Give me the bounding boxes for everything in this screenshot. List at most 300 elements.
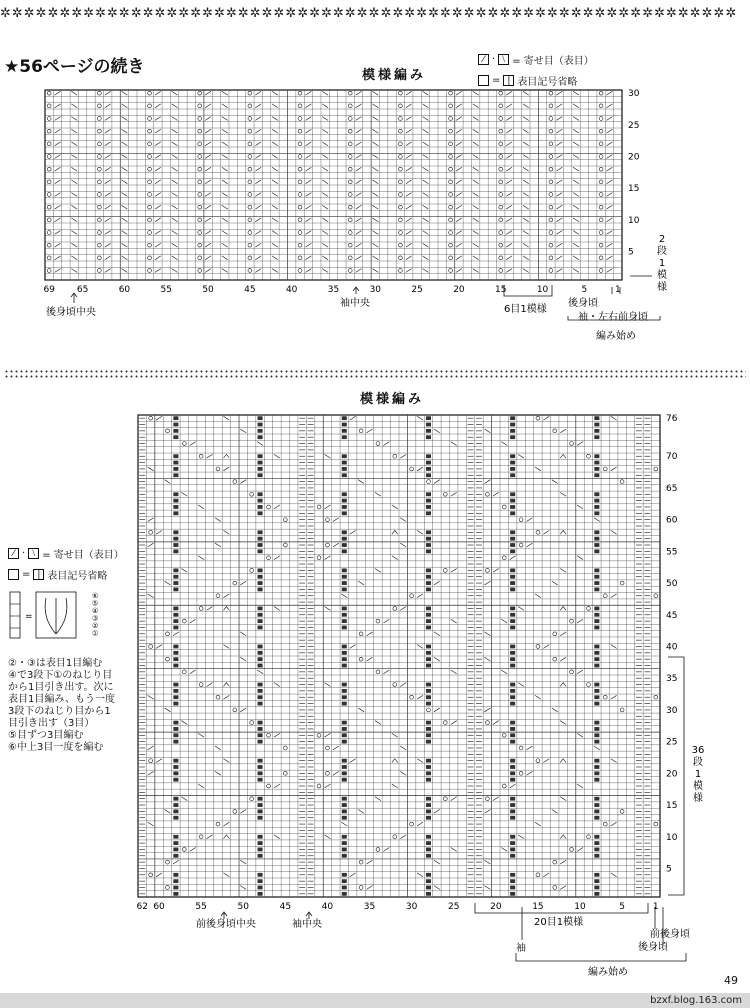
k2tog-mark <box>305 180 311 184</box>
k2tog-mark <box>55 193 61 197</box>
yarn-over-mark <box>486 492 490 496</box>
yarn-over-mark <box>519 746 523 750</box>
bobble-mark <box>510 797 515 801</box>
k2tog-mark <box>543 530 549 534</box>
yarn-over-mark <box>148 129 152 133</box>
yarn-over-mark <box>198 117 202 121</box>
k2tog-mark <box>406 256 412 260</box>
ssk-mark <box>573 231 579 235</box>
k2tog-mark <box>255 104 261 108</box>
chart2-start-label: 編み始め <box>588 967 628 978</box>
bobble-mark <box>173 797 178 801</box>
ssk-mark <box>240 429 246 433</box>
bobble-mark <box>342 581 347 585</box>
bobble-mark <box>173 651 178 655</box>
k2tog-mark <box>148 746 154 750</box>
k2tog-mark <box>305 167 311 171</box>
cdd-mark <box>560 683 566 687</box>
c1-y-tick-label: 20 <box>628 152 640 163</box>
yarn-over-mark <box>97 167 101 171</box>
ssk-mark <box>222 269 228 273</box>
bobble-mark <box>173 689 178 693</box>
ssk-mark <box>222 180 228 184</box>
yarn-over-mark <box>149 645 153 649</box>
k2tog-mark <box>367 657 373 661</box>
bobble-mark <box>258 461 263 465</box>
k2tog-mark <box>607 129 613 133</box>
yarn-over-mark <box>248 91 252 95</box>
k2tog-mark <box>255 155 261 159</box>
c2-y-tick-label: 30 <box>666 705 678 716</box>
bobble-mark <box>426 454 431 458</box>
yarn-over-mark <box>233 708 237 712</box>
k2tog-mark <box>205 218 211 222</box>
c2-y-tick-label: 55 <box>666 547 678 558</box>
chart1-legend-omit-text: 表目記号省略 <box>517 77 578 88</box>
k2tog-mark <box>560 429 566 433</box>
bobble-mark <box>258 530 263 534</box>
yarn-over-mark <box>250 797 254 801</box>
k2tog-mark <box>55 243 61 247</box>
c1-row-repeat-char: 1 <box>658 258 666 269</box>
yarn-over-mark <box>449 129 453 133</box>
bobble-mark <box>426 886 431 890</box>
detail-step-label: ② <box>92 622 99 630</box>
k2tog-mark <box>560 886 566 890</box>
bobble-mark <box>342 803 347 807</box>
chart1-stitch-marks <box>47 91 612 272</box>
c1-x-tick-label: 69 <box>43 285 55 295</box>
ssk-mark <box>148 822 154 826</box>
k2tog-mark <box>155 91 161 95</box>
ssk-mark <box>573 142 579 146</box>
bobble-mark <box>173 435 178 439</box>
bobble-mark <box>342 689 347 693</box>
bobble-mark <box>594 543 599 547</box>
ssk-mark <box>272 218 278 222</box>
bobble-mark <box>594 740 599 744</box>
k2tog-mark <box>456 269 462 273</box>
ssk-mark <box>272 256 278 260</box>
ssk-mark <box>473 205 479 209</box>
k2tog-mark <box>493 797 499 801</box>
yarn-over-mark <box>149 759 153 763</box>
yarn-over-mark <box>443 721 447 725</box>
yarn-over-mark <box>298 205 302 209</box>
yarn-over-mark <box>398 180 402 184</box>
ssk-mark <box>392 784 398 788</box>
k2tog-mark <box>456 256 462 260</box>
bobble-mark <box>426 575 431 579</box>
bobble-mark <box>258 473 263 477</box>
k2tog-mark <box>484 809 490 813</box>
ssk-mark <box>523 167 529 171</box>
ssk-mark <box>375 568 381 572</box>
detail-step-label: ① <box>92 629 99 638</box>
bobble-mark <box>342 657 347 661</box>
yarn-over-mark <box>620 708 624 712</box>
ssk-mark <box>324 454 330 458</box>
bobble-mark <box>173 530 178 534</box>
bobble-mark <box>594 695 599 699</box>
yarn-over-mark <box>248 193 252 197</box>
bobble-mark <box>173 645 178 649</box>
bobble-mark <box>426 492 431 496</box>
bobble-mark <box>594 537 599 541</box>
bobble-mark <box>510 721 515 725</box>
bobble-mark <box>594 771 599 775</box>
bobble-mark <box>426 619 431 623</box>
yarn-over-mark <box>449 256 453 260</box>
ssk-mark <box>392 556 398 560</box>
bobble-mark <box>342 765 347 769</box>
yarn-over-mark <box>47 91 51 95</box>
ssk-mark <box>222 193 228 197</box>
k2tog-mark <box>333 543 339 547</box>
ssk-mark <box>372 243 378 247</box>
yarn-over-mark <box>348 155 352 159</box>
k2tog-mark <box>205 256 211 260</box>
bobble-mark <box>342 892 347 896</box>
bobble-mark <box>426 892 431 896</box>
k2tog-mark <box>356 269 362 273</box>
bobble-mark <box>510 651 515 655</box>
k2tog-mark <box>506 205 512 209</box>
yarn-over-mark <box>499 256 503 260</box>
ssk-mark <box>240 860 246 864</box>
bobble-mark <box>426 416 431 420</box>
yarn-over-mark <box>348 142 352 146</box>
bobble-mark <box>258 416 263 420</box>
ssk-mark <box>611 416 617 420</box>
c1-row-repeat-char: 2 <box>658 234 666 245</box>
ssk-mark <box>484 886 490 890</box>
bobble-mark <box>258 454 263 458</box>
bobble-mark <box>258 740 263 744</box>
yarn-over-mark <box>376 442 380 446</box>
bobble-mark <box>510 664 515 668</box>
k2tog-mark <box>105 218 111 222</box>
k2tog-mark <box>451 492 457 496</box>
k2tog-mark <box>400 607 406 611</box>
k2tog-mark <box>456 193 462 197</box>
ssk-mark <box>148 594 154 598</box>
yarn-over-mark <box>536 530 540 534</box>
bobble-mark <box>594 702 599 706</box>
bobble-mark <box>510 645 515 649</box>
ssk-mark <box>372 167 378 171</box>
bobble-mark <box>510 530 515 534</box>
yarn-over-mark <box>248 117 252 121</box>
yarn-over-mark <box>47 129 51 133</box>
bobble-mark <box>510 892 515 896</box>
bobble-mark <box>426 809 431 813</box>
ssk-mark <box>181 797 187 801</box>
k2tog-mark <box>484 708 490 712</box>
k2tog-mark <box>274 556 280 560</box>
k2tog-mark <box>356 180 362 184</box>
ssk-mark <box>400 771 406 775</box>
yarn-over-mark <box>486 797 490 801</box>
bobble-mark <box>594 879 599 883</box>
yarn-over-mark <box>148 142 152 146</box>
k2tog-mark <box>155 142 161 146</box>
bobble-mark <box>258 778 263 782</box>
k2tog-mark <box>417 594 423 598</box>
k2tog-mark <box>240 809 246 813</box>
yarn-over-mark <box>182 848 186 852</box>
ssk-mark <box>71 180 77 184</box>
bobble-mark <box>426 721 431 725</box>
k2tog-mark <box>55 205 61 209</box>
yarn-over-mark <box>326 543 330 547</box>
yarn-over-mark <box>570 442 574 446</box>
c2-row-repeat-char: 様 <box>693 793 703 804</box>
yarn-over-mark <box>536 873 540 877</box>
bobble-mark <box>342 461 347 465</box>
yarn-over-mark <box>549 193 553 197</box>
yarn-over-mark <box>298 91 302 95</box>
bobble-mark <box>426 651 431 655</box>
ssk-mark <box>272 167 278 171</box>
ssk-mark <box>71 91 77 95</box>
ssk-mark <box>523 104 529 108</box>
ssk-mark <box>560 568 566 572</box>
bobble-mark <box>426 499 431 503</box>
c2-x-tick-label: 30 <box>405 902 418 912</box>
bobble-mark <box>594 645 599 649</box>
bobble-mark <box>258 429 263 433</box>
chart2-x-ticks <box>136 902 658 912</box>
bobble-mark <box>342 473 347 477</box>
yarn-over-mark <box>166 632 170 636</box>
ssk-mark <box>272 243 278 247</box>
bobble-mark <box>342 695 347 699</box>
yarn-over-mark <box>317 733 321 737</box>
ssk-mark <box>122 193 128 197</box>
cdd-mark <box>392 530 398 534</box>
k2tog-mark <box>356 256 362 260</box>
bobble-mark <box>594 683 599 687</box>
bobble-mark <box>342 619 347 623</box>
bobble-mark <box>594 530 599 534</box>
bobble-mark <box>258 886 263 890</box>
c2-x-tick-label: 62 <box>136 902 148 912</box>
k2tog-mark <box>493 721 499 725</box>
yarn-over-mark <box>199 607 203 611</box>
ssk-mark <box>172 167 178 171</box>
yarn-over-mark <box>148 231 152 235</box>
chart1-x-ticks <box>43 285 620 295</box>
ssk-mark <box>611 759 617 763</box>
ssk-mark <box>172 91 178 95</box>
yarn-over-mark <box>348 243 352 247</box>
bobble-mark <box>426 873 431 877</box>
ssk-mark <box>222 91 228 95</box>
ssk-mark <box>272 231 278 235</box>
ssk-mark <box>122 205 128 209</box>
k2tog-mark <box>406 104 412 108</box>
yarn-over-mark <box>398 193 402 197</box>
yarn-over-mark <box>148 91 152 95</box>
ssk-mark <box>257 442 263 446</box>
ssk-mark <box>148 695 154 699</box>
bobble-mark <box>173 461 178 465</box>
bobble-mark <box>426 613 431 617</box>
k2tog-mark <box>560 632 566 636</box>
yarn-over-mark <box>486 721 490 725</box>
yarn-over-mark <box>398 142 402 146</box>
ssk-mark <box>577 733 583 737</box>
ssk-mark <box>71 193 77 197</box>
c2-y-tick-label: 65 <box>666 483 678 494</box>
yarn-over-mark <box>499 155 503 159</box>
bobble-mark <box>258 879 263 883</box>
yarn-over-mark <box>198 104 202 108</box>
ssk-mark <box>552 809 558 813</box>
c2-row-repeat-char: 36 <box>691 745 705 756</box>
start-bracket <box>516 953 686 961</box>
knit-stitch-icon: | <box>503 75 514 86</box>
bobble-mark <box>173 740 178 744</box>
k2tog-mark <box>223 467 229 471</box>
k2tog-mark <box>607 218 613 222</box>
ssk-mark <box>172 129 178 133</box>
yarn-over-mark <box>248 180 252 184</box>
yarn-over-mark <box>198 193 202 197</box>
k2tog-mark <box>223 594 229 598</box>
yarn-over-mark <box>348 269 352 273</box>
yarn-over-mark <box>549 117 553 121</box>
yarn-over-mark <box>502 556 506 560</box>
bobble-mark <box>510 873 515 877</box>
k2tog-mark <box>55 269 61 273</box>
k2tog-mark <box>556 218 562 222</box>
k2tog-mark <box>155 231 161 235</box>
k2tog-mark <box>577 670 583 674</box>
bobble-mark <box>258 695 263 699</box>
yarn-over-mark <box>348 231 352 235</box>
k2tog-mark <box>356 117 362 121</box>
yarn-over-mark <box>599 231 603 235</box>
bobble-mark <box>510 854 515 858</box>
k2tog-mark <box>190 670 196 674</box>
bobble-mark <box>258 809 263 813</box>
bobble-mark <box>426 854 431 858</box>
bobble-mark <box>426 645 431 649</box>
k2tog-mark <box>207 683 213 687</box>
yarn-over-mark <box>549 243 553 247</box>
k2tog-mark <box>155 269 161 273</box>
ssk-mark <box>122 243 128 247</box>
c1-row-repeat-char: 模 <box>657 270 667 281</box>
bobble-mark <box>342 429 347 433</box>
ssk-mark <box>552 581 558 585</box>
bobble-mark <box>342 886 347 890</box>
k2tog-mark <box>274 505 280 509</box>
yarn-over-mark <box>549 142 553 146</box>
bobble-mark <box>258 619 263 623</box>
ssk-mark <box>272 91 278 95</box>
bobble-mark <box>173 892 178 896</box>
yarn-over-mark <box>620 480 624 484</box>
yarn-over-mark <box>654 594 658 598</box>
bobble-mark <box>258 657 263 661</box>
cdd-mark <box>560 454 566 458</box>
c1-x-tick-label: 60 <box>118 285 131 295</box>
ssk-mark <box>501 670 507 674</box>
k2tog-mark <box>451 568 457 572</box>
bobble-mark <box>173 423 178 427</box>
yarn-over-mark <box>398 129 402 133</box>
bobble-mark <box>342 511 347 515</box>
chart2-title: 模様編み <box>360 392 425 407</box>
ssk-mark <box>172 180 178 184</box>
ssk-mark <box>484 860 490 864</box>
yarn-over-mark <box>298 243 302 247</box>
ssk-mark <box>423 193 429 197</box>
yarn-over-mark <box>599 269 603 273</box>
k2tog-mark <box>205 269 211 273</box>
yarn-over-mark <box>326 518 330 522</box>
ssk-mark <box>518 683 524 687</box>
k2tog-mark <box>510 784 516 788</box>
ssk-mark <box>358 809 364 813</box>
ssk-mark <box>358 708 364 712</box>
bobble-mark <box>342 841 347 845</box>
bobble-mark <box>594 607 599 611</box>
k2tog-mark <box>383 670 389 674</box>
bobble-mark <box>173 733 178 737</box>
yarn-over-mark <box>198 91 202 95</box>
yarn-over-mark <box>199 683 203 687</box>
yarn-over-mark <box>599 155 603 159</box>
k2tog-mark <box>155 129 161 133</box>
ssk-mark <box>573 269 579 273</box>
ssk-mark <box>122 104 128 108</box>
k2tog-mark <box>406 117 412 121</box>
bobble-mark <box>258 873 263 877</box>
k2tog-mark <box>155 205 161 209</box>
k2tog-mark <box>506 117 512 121</box>
ssk-mark <box>71 231 77 235</box>
bobble-mark <box>342 683 347 687</box>
bobble-mark <box>510 619 515 623</box>
k2tog-mark <box>305 269 311 273</box>
k2tog-mark <box>506 218 512 222</box>
yarn-over-mark <box>549 155 553 159</box>
ssk-mark <box>322 155 328 159</box>
k2tog-mark <box>607 104 613 108</box>
bobble-mark <box>426 505 431 509</box>
ssk-mark <box>358 480 364 484</box>
k2tog-mark <box>417 822 423 826</box>
bobble-mark <box>426 816 431 820</box>
k2tog-mark <box>55 117 61 121</box>
k2tog-mark <box>400 454 406 458</box>
bobble-mark <box>258 607 263 611</box>
k2tog-mark <box>434 809 440 813</box>
bobble-mark <box>342 499 347 503</box>
k2tog-mark <box>367 886 373 890</box>
k2tog-mark <box>456 205 462 209</box>
k2tog-mark <box>305 205 311 209</box>
yarn-over-mark <box>603 695 607 699</box>
chart1-grid <box>45 90 622 280</box>
bobble-mark <box>426 778 431 782</box>
c1-x-tick-label: 20 <box>453 285 465 295</box>
yarn-over-mark <box>502 505 506 509</box>
